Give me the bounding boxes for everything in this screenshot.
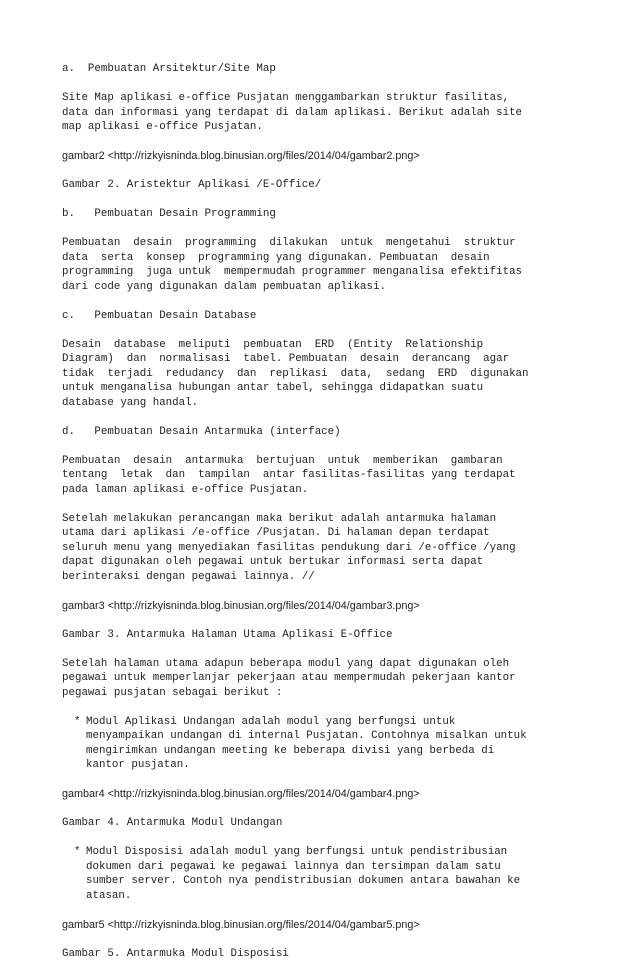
bullet-text: Modul Aplikasi Undangan adalah modul yang berfungsi untuk menyampaikan undangan di internal Pusjatan. Contohnya misalkan untuk mengirimkan undangan meeting ke beberapa divisi yang berbeda di kantor pusjatan. — [86, 715, 527, 771]
section-d-body-3: Setelah halaman utama adapun beberapa modul yang dapat digunakan oleh pegawai untuk memperlanjar pekerjaan atau mempermudah pekerjaan kantor pegawai pusjatan sebagai berikut : — [62, 657, 516, 699]
gambar5-link[interactable]: gambar5 <http://rizkyisninda.blog.binusian.org/files/2014/04/gambar5.png> — [62, 918, 420, 931]
gambar3-caption: Gambar 3. Antarmuka Halaman Utama Aplikasi E-Office — [62, 628, 393, 641]
bullet-text: Modul Disposisi adalah modul yang berfungsi untuk pendistribusian dokumen dari pegawai ke pegawai lainnya dan tersimpan dalam satu sumber server. Contoh nya pendistribusian dokumen antara bawahan ke atasan. — [86, 846, 521, 902]
section-a-heading: a. Pembuatan Arsitektur/Site Map — [62, 63, 276, 75]
gambar4-link[interactable]: gambar4 <http://rizkyisninda.blog.binusian.org/files/2014/04/gambar4.png> — [62, 788, 420, 800]
gambar3-link[interactable]: gambar3 <http://rizkyisninda.blog.binusian.org/files/2014/04/gambar3.png> — [62, 599, 420, 612]
gambar2-caption: Gambar 2. Aristektur Aplikasi /E-Office/ — [62, 179, 322, 191]
gambar4-caption: Gambar 4. Antarmuka Modul Undangan — [62, 817, 283, 829]
section-d-body-2: Setelah melakukan perancangan maka berikut adalah antarmuka halaman utama dari aplikasi /e-office /Pusjatan. Di halaman depan terdapat seluruh menu yang menyediakan fasilitas pendukung dari /e-office /yang dapat digunakan oleh pegawai untuk bertukar informasi serta dapat berinteraksi dengan pegawai lainnya. // — [62, 512, 516, 583]
section-c-heading: c. Pembuatan Desain Database — [62, 309, 257, 322]
section-d-heading: d. Pembuatan Desain Antarmuka (interface) — [62, 425, 341, 438]
section-a-body: Site Map aplikasi e-office Pusjatan menggambarkan struktur fasilitas, data dan informasi yang terdapat di dalam aplikasi. Berikut adalah site map aplikasi e-office Pusjatan. — [62, 92, 523, 133]
bullet-mark: * — [74, 846, 81, 858]
bullet-modul-undangan — [62, 715, 582, 773]
section-b-body: Pembuatan desain programming dilakukan untuk mengetahui struktur data serta konsep programming yang digunakan. Pembuatan desain programming juga untuk mempermudah programmer menganalisa efektifitas dari code yang digunakan dalam pembuatan aplikasi. — [62, 237, 523, 293]
bullet-mark: * — [74, 715, 81, 728]
gambar5-caption: Gambar 5. Antarmuka Modul Disposisi — [62, 947, 289, 960]
section-d-body-1: Pembuatan desain antarmuka bertujuan untuk memberikan gambaran tentang letak dan tampilan antar fasilitas-fasilitas yang terdapat pada laman aplikasi e-office Pusjatan. — [62, 454, 516, 496]
section-b-heading: b. Pembuatan Desain Programming — [62, 208, 276, 220]
document-page — [62, 62, 582, 976]
section-c-body: Desain database meliputi pembuatan ERD (Entity Relationship Diagram) dan normalisasi tabel. Pembuatan desain derancang agar tidak terjadi redudancy dan replikasi data, sedang ERD digunakan untuk menganalisa hubungan antar tabel, sehingga didapatkan suatu database yang handal. — [62, 338, 529, 409]
bullet-modul-disposisi — [62, 845, 582, 903]
gambar2-link[interactable]: gambar2 <http://rizkyisninda.blog.binusian.org/files/2014/04/gambar2.png> — [62, 150, 420, 162]
